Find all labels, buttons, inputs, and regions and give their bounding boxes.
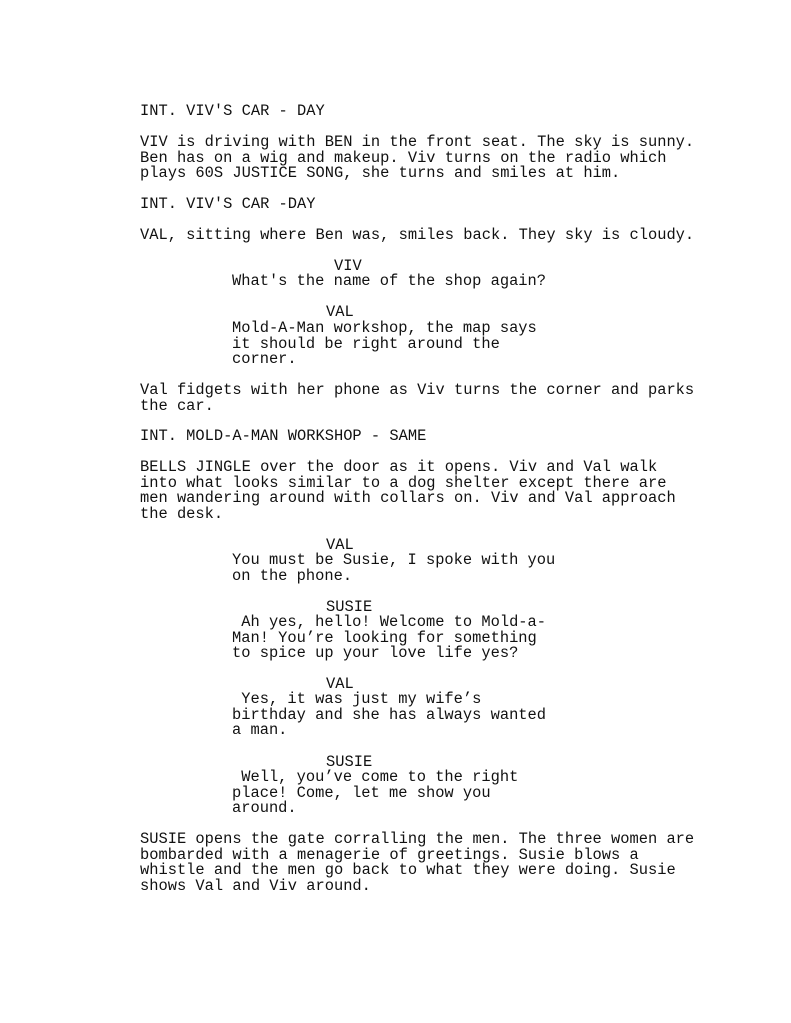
action-text: BELLS JINGLE over the door as it opens. Viv and Val walk into what looks similar to a dog shelter except there are men wandering around with collars on. Viv and Val approach the desk.: [140, 458, 676, 523]
scene-heading: INT. VIV'S CAR -DAY: [140, 195, 316, 213]
dialogue-text: Well, you’ve come to the right place! Come, let me show you around.: [232, 768, 519, 818]
dialogue-text: What's the name of the shop again?: [232, 272, 547, 290]
dialogue-text: Yes, it was just my wife’s birthday and she has always wanted a man.: [232, 690, 547, 740]
action-text: VAL, sitting where Ben was, smiles back. They sky is cloudy.: [140, 226, 695, 244]
dialogue-text: Mold-A-Man workshop, the map says it should be right around the corner.: [232, 319, 537, 369]
scene-heading: INT. MOLD-A-MAN WORKSHOP - SAME: [140, 427, 427, 445]
action-text: Val fidgets with her phone as Viv turns the corner and parks the car.: [140, 381, 695, 415]
character-name: VIV: [334, 257, 362, 275]
action-text: SUSIE opens the gate corralling the men. The three women are bombarded with a menagerie of greetings. Susie blows a whistle and the men go back to what they were doing. Susie shows Val and Viv around.: [140, 830, 695, 895]
character-name: VAL: [326, 675, 354, 693]
character-name: VAL: [326, 303, 354, 321]
character-name: VAL: [326, 536, 354, 554]
scene-heading: INT. VIV'S CAR - DAY: [140, 102, 325, 120]
dialogue-text: Ah yes, hello! Welcome to Mold-a- Man! You’re looking for something to spice up your love life yes?: [232, 613, 547, 663]
dialogue-text: You must be Susie, I spoke with you on the phone.: [232, 551, 556, 585]
action-text: VIV is driving with BEN in the front seat. The sky is sunny. Ben has on a wig and makeup. Viv turns on the radio which plays 60S JUSTICE SONG, she turns and smiles at him.: [140, 133, 695, 183]
character-name: SUSIE: [326, 753, 373, 771]
character-name: SUSIE: [326, 598, 373, 616]
